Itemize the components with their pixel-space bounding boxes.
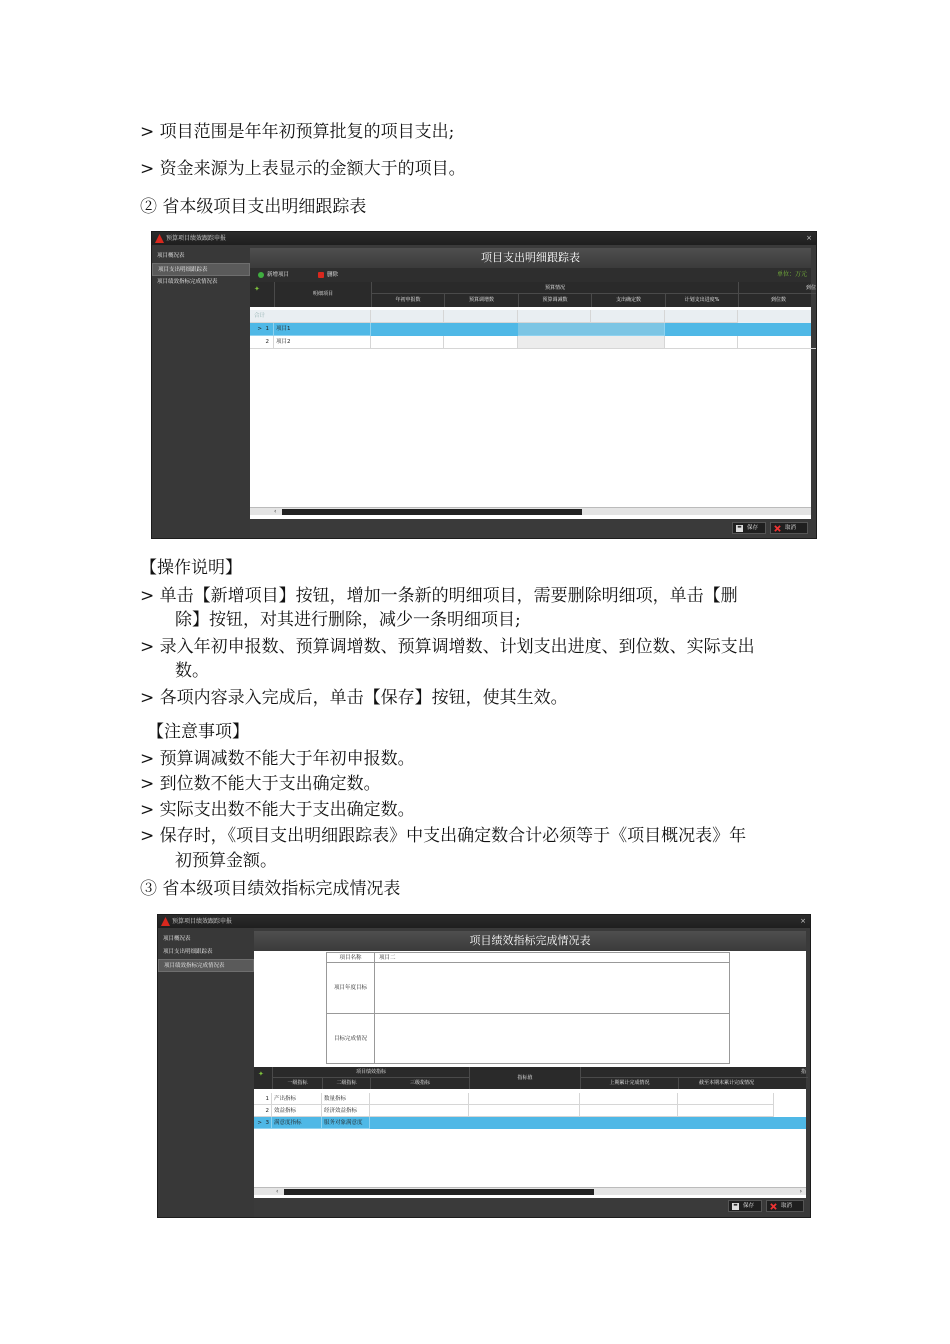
- total-row[interactable]: [250, 310, 811, 323]
- note-heading: 【注意事项】: [147, 722, 249, 742]
- sidebar-item-performance[interactable]: 项目绩效指标完成情况表: [158, 959, 254, 972]
- scroll-left-icon[interactable]: ‹: [276, 1188, 279, 1195]
- sidebar: [158, 928, 254, 1217]
- note-item-2: > 到位数不能大于支出确定数。: [140, 774, 381, 794]
- op-item-1-cont: 除】按钮，对其进行删除，减少一条明细项目;: [175, 610, 521, 630]
- col-decrease: 预算调减数: [518, 294, 591, 307]
- row-number: 2: [250, 336, 274, 349]
- col-increase: 预算调增数: [444, 294, 518, 307]
- section-2-title: ② 省本级项目支出明细跟踪表: [140, 197, 367, 217]
- row-marker: >: [257, 1120, 262, 1126]
- panel-title: 项目绩效指标完成情况表: [254, 931, 806, 951]
- col-prev-completion: 上期累计完成情况: [580, 1078, 678, 1089]
- delete-label: 删除: [327, 272, 339, 278]
- main-panel: [250, 248, 816, 519]
- delete-icon: [318, 272, 324, 278]
- horizontal-scrollbar[interactable]: [254, 1187, 806, 1195]
- op-item-2-cont: 数。: [175, 661, 209, 681]
- horizontal-scrollbar[interactable]: [250, 507, 811, 515]
- row-level1[interactable]: 满意度指标: [272, 1117, 322, 1129]
- grid-settings-icon[interactable]: ✦: [254, 285, 260, 293]
- scroll-right-icon[interactable]: ›: [799, 1188, 802, 1195]
- form-label-project-name: 项目名称: [327, 953, 375, 963]
- save-button[interactable]: [732, 522, 766, 534]
- form-label-goal-completion: 目标完成情况: [327, 1014, 375, 1064]
- row-number: 1: [265, 326, 269, 332]
- cancel-button[interactable]: [766, 1200, 804, 1212]
- intro-bullet-2: > 资金来源为上表显示的金额大于的项目。: [140, 159, 466, 179]
- add-icon: [258, 272, 264, 278]
- cancel-label: 取消: [785, 525, 797, 531]
- title-bar: [152, 232, 816, 245]
- group-header-performance: 项目绩效指标: [272, 1067, 469, 1078]
- sidebar: [152, 245, 250, 538]
- close-icon[interactable]: ×: [806, 234, 812, 242]
- grid-header: [250, 282, 816, 307]
- form-label-annual-goal: 项目年度目标: [327, 963, 375, 1014]
- grid-settings-icon[interactable]: ✦: [258, 1070, 264, 1078]
- group-header-budget: 预算情况: [371, 282, 738, 294]
- op-item-3: > 各项内容录入完成后，单击【保存】按钮，使其生效。: [140, 688, 568, 708]
- row-level1[interactable]: 效益指标: [272, 1105, 322, 1117]
- sidebar-item-expense-detail[interactable]: 项目支出明细跟踪表: [152, 263, 250, 276]
- col-detail: 明细项目: [274, 282, 371, 307]
- row-level2[interactable]: 数量指标: [322, 1093, 370, 1105]
- window-title: 预算项目绩效跟踪申报: [166, 235, 227, 242]
- col-arrived: 到位数: [738, 294, 817, 307]
- col-indicator-value: 指标值: [469, 1067, 580, 1089]
- save-label: 保存: [747, 525, 759, 531]
- save-label: 保存: [743, 1203, 755, 1209]
- row-name[interactable]: 项目2: [274, 336, 371, 349]
- form-value-project-name[interactable]: 项目二: [379, 955, 396, 961]
- table-row[interactable]: [254, 1105, 806, 1117]
- panel-title: 项目支出明细跟踪表: [250, 248, 811, 268]
- sidebar-item-performance[interactable]: 项目绩效指标完成情况表: [157, 279, 218, 285]
- col-level2: 二级指标: [322, 1078, 370, 1089]
- cancel-label: 取消: [781, 1203, 793, 1209]
- row-level2[interactable]: 服务对象满意度: [322, 1117, 370, 1129]
- table-row[interactable]: [250, 336, 811, 349]
- sidebar-item-overview[interactable]: 项目概况表: [163, 936, 191, 942]
- project-form: [326, 952, 730, 1064]
- col-current-completion: 截至本期末累计完成情况: [678, 1078, 774, 1089]
- cancel-icon: [770, 1203, 777, 1210]
- section-3-title: ③ 省本级项目绩效指标完成情况表: [140, 879, 401, 899]
- col-level3: 三级指标: [370, 1078, 469, 1089]
- table-row[interactable]: [254, 1093, 806, 1105]
- save-icon: [732, 1203, 739, 1210]
- scroll-left-icon[interactable]: ‹: [274, 508, 277, 515]
- save-button[interactable]: [728, 1200, 762, 1212]
- add-item-button[interactable]: [256, 270, 310, 280]
- close-icon[interactable]: ×: [800, 917, 806, 925]
- col-confirmed: 支出确定数: [591, 294, 665, 307]
- note-item-3: > 实际支出数不能大于支出确定数。: [140, 800, 415, 820]
- col-level1: 一级指标: [272, 1078, 322, 1089]
- add-item-label: 新增项目: [267, 272, 290, 278]
- window-title: 预算项目绩效跟踪申报: [172, 918, 233, 925]
- app-logo-icon: [155, 234, 164, 243]
- app-window-1: [151, 231, 817, 539]
- col-progress: 计划支出进度%: [665, 294, 738, 307]
- note-item-4-cont: 初预算金额。: [175, 851, 277, 871]
- op-heading: 【操作说明】: [140, 558, 242, 578]
- row-marker: >: [257, 326, 262, 332]
- table-row[interactable]: [250, 323, 811, 336]
- unit-label: 单位：万元: [776, 271, 807, 278]
- row-number: 1: [254, 1093, 272, 1105]
- cancel-icon: [774, 525, 781, 532]
- sidebar-item-expense-detail[interactable]: 项目支出明细跟踪表: [163, 949, 213, 955]
- row-name[interactable]: 项目1: [274, 323, 371, 336]
- op-item-2: > 录入年初申报数、预算调增数、预算调增数、计划支出进度、到位数、实际支出: [140, 637, 755, 657]
- group-header-right: 到位: [738, 282, 817, 294]
- grid-header: [254, 1067, 806, 1089]
- cancel-button[interactable]: [770, 522, 808, 534]
- main-panel: [254, 931, 806, 1198]
- row-level2[interactable]: 经济效益指标: [322, 1105, 370, 1117]
- title-bar: [158, 915, 810, 928]
- scroll-thumb[interactable]: [284, 1189, 594, 1195]
- toolbar: [250, 268, 811, 282]
- note-item-1: > 预算调减数不能大于年初申报数。: [140, 749, 415, 769]
- note-item-4: > 保存时，《项目支出明细跟踪表》中支出确定数合计必须等于《项目概况表》年: [140, 826, 747, 846]
- scroll-thumb[interactable]: [282, 509, 582, 515]
- intro-bullet-1: > 项目范围是年年初预算批复的项目支出;: [140, 122, 455, 142]
- row-number: 3: [265, 1120, 269, 1126]
- row-level1[interactable]: 产出指标: [272, 1093, 322, 1105]
- table-row[interactable]: [254, 1117, 806, 1129]
- group-header-right: 指: [580, 1067, 808, 1078]
- col-initial: 年初申报数: [371, 294, 444, 307]
- app-logo-icon: [161, 917, 170, 926]
- sidebar-item-overview[interactable]: 项目概况表: [157, 253, 185, 259]
- app-window-2: [157, 914, 811, 1218]
- row-number: 2: [254, 1105, 272, 1117]
- delete-button[interactable]: [316, 270, 350, 280]
- save-icon: [736, 525, 743, 532]
- op-item-1: > 单击【新增项目】按钮，增加一条新的明细项目，需要删除明细项，单击【删: [140, 586, 738, 606]
- total-label: 合计: [250, 310, 371, 323]
